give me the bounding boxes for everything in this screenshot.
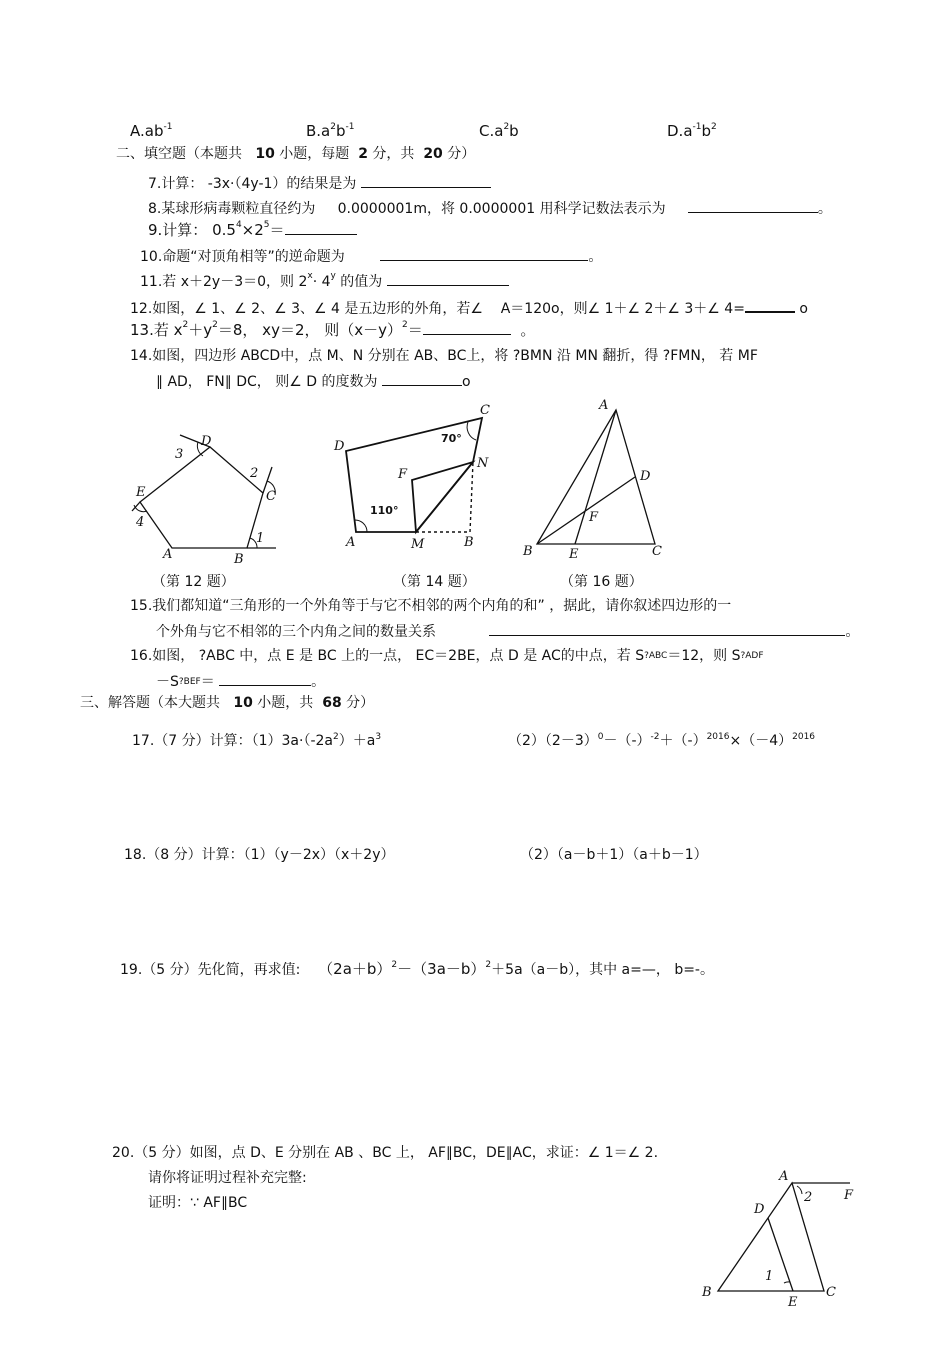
fig16-label: F <box>589 510 599 525</box>
question-15-line-2: 个外角与它不相邻的三个内角之间的数量关系 。 <box>156 621 859 641</box>
fig16-label: B <box>523 544 533 559</box>
option-c: $C.a^2b$ <box>479 122 519 140</box>
fig20-label: E <box>788 1295 798 1308</box>
figure-14-quadrilateral <box>330 400 500 555</box>
fig12-label: 4 <box>136 515 145 530</box>
section-3-heading: 三、解答题（本大题共 10 小题，共 68 分） <box>80 695 375 711</box>
question-16-line-2: －S?BEF＝ 。 <box>156 671 325 691</box>
section-2-heading: 二、填空题（本题共 10 小题，每题 2 分，共 20 分） <box>116 146 476 162</box>
fig14-label: A <box>346 535 356 550</box>
fig12-label: E <box>136 485 146 500</box>
fig12-label: C <box>266 489 276 504</box>
answer-blank[interactable] <box>489 621 845 636</box>
fig14-label: C <box>480 403 490 418</box>
figure-12-caption: （第 12 题） <box>152 574 235 590</box>
fig14-label: M <box>411 537 425 552</box>
figure-16-triangle <box>515 395 675 565</box>
question-20-line-3: 证明：∵ AF∥BC <box>148 1195 248 1211</box>
answer-blank[interactable] <box>219 671 311 686</box>
option-d: $D.a^{-1}b^2$ <box>667 122 717 140</box>
answer-blank[interactable] <box>361 173 491 188</box>
fig16-label: A <box>599 398 609 413</box>
fig16-label: D <box>640 469 651 484</box>
question-17-part-2: $(2)(2-3)^0-(-)^{-2}+(-)^{2016}\times(-4)^{2016}$ <box>508 732 816 749</box>
question-11: 11.若 x＋2y－3＝0，则 $2^x\cdot 4^y$ 的值为 <box>140 271 509 291</box>
question-18-part-1: 18.（8 分）计算：（1）（y－2x）（x＋2y） <box>124 847 395 863</box>
fig12-label: A <box>163 547 173 562</box>
question-14-line-1: 14.如图，四边形 ABCD中，点 M、N 分别在 AB、BC上，将 ?BMN 沿 MN 翻折，得 ?FMN， 若 MF <box>130 348 758 364</box>
fig20-label: 1 <box>765 1269 774 1284</box>
fig12-label: 3 <box>175 447 184 462</box>
fig20-label: A <box>779 1169 789 1184</box>
answer-blank[interactable] <box>745 297 795 313</box>
fig14-label: D <box>334 439 345 454</box>
question-20-line-1: 20.（5 分）如图，点 D、E 分别在 AB 、BC 上， AF∥BC，DE∥AC，求证：∠ 1＝∠ 2. <box>112 1145 659 1161</box>
fig20-label: B <box>702 1285 712 1300</box>
option-b: $B.a^2b^{-1}$ <box>306 122 355 140</box>
question-18-part-2: （2）（a－b＋1）（a＋b－1） <box>520 847 708 863</box>
question-9: 9.计算： $0.5^4\times 2^5=$ <box>148 220 357 239</box>
answer-blank[interactable] <box>688 198 818 213</box>
fig16-label: C <box>652 544 662 559</box>
figure-14-caption: （第 14 题） <box>393 574 476 590</box>
question-19: 19.（5 分）先化简，再求值: $(2a+b)^2-(3a-b)^2+5a(a-b)$，其中 a=—， b=-。 <box>120 960 714 978</box>
figure-20-triangle <box>698 1168 868 1308</box>
fig12-label: D <box>201 434 212 449</box>
question-14-line-2: ∥ AD， FN∥ DC， 则∠ D 的度数为 o <box>156 371 471 391</box>
fig14-angle-label: 70° <box>441 432 462 445</box>
answer-blank[interactable] <box>382 371 462 386</box>
fig20-label: D <box>754 1202 765 1217</box>
fig14-angle-label: 110° <box>370 504 399 517</box>
question-16-line-1: 16.如图， ?ABC 中，点 E 是 BC 上的一点， EC＝2BE，点 D 是 AC的中点，若 S?ABC＝12，则 S?ADF <box>130 648 764 664</box>
option-a: $A.ab^{-1}$ <box>130 122 173 140</box>
question-13: 13.若 $x^2+y^2=8$， xy＝2， 则$(x-y)^2=$ 。 <box>130 320 536 339</box>
fig12-label: 2 <box>250 466 259 481</box>
fig20-label: F <box>844 1188 854 1203</box>
answer-blank[interactable] <box>380 246 588 261</box>
question-8: 8.某球形病毒颗粒直径约为 0.0000001m，将 0.0000001 用科学记数法表示为 。 <box>148 198 832 218</box>
fig14-label: F <box>398 467 408 482</box>
question-15-line-1: 15.我们都知道“三角形的一个外角等于与它不相邻的两个内角的和” ，据此，请你叙述四边形的一 <box>130 598 732 614</box>
answer-blank[interactable] <box>285 220 357 235</box>
fig20-label: C <box>826 1285 836 1300</box>
question-20-line-2: 请你将证明过程补充完整: <box>148 1170 307 1186</box>
question-12: 12.如图，∠ 1、∠ 2、∠ 3、∠ 4 是五边形的外角，若∠ A＝120o，则∠ 1＋∠ 2＋∠ 3＋∠ 4= o <box>130 297 808 318</box>
fig12-label: B <box>234 552 244 565</box>
question-10: 10.命题“对顶角相等”的逆命题为 。 <box>140 246 602 266</box>
answer-blank[interactable] <box>423 320 511 335</box>
fig14-label: B <box>464 535 474 550</box>
fig12-label: 1 <box>256 531 265 546</box>
question-7: 7.计算： -3x·（4y-1）的结果是为 <box>148 173 491 193</box>
figure-12-pentagon <box>130 425 280 565</box>
question-17-part-1: 17.（7 分）计算：$(1)3a\cdot(-2a^2)+a^3$ <box>132 732 382 749</box>
fig16-label: E <box>569 547 579 562</box>
fig20-label: 2 <box>804 1190 813 1205</box>
figure-16-caption: （第 16 题） <box>560 574 643 590</box>
fig14-label: N <box>477 456 489 471</box>
answer-blank[interactable] <box>387 271 509 286</box>
